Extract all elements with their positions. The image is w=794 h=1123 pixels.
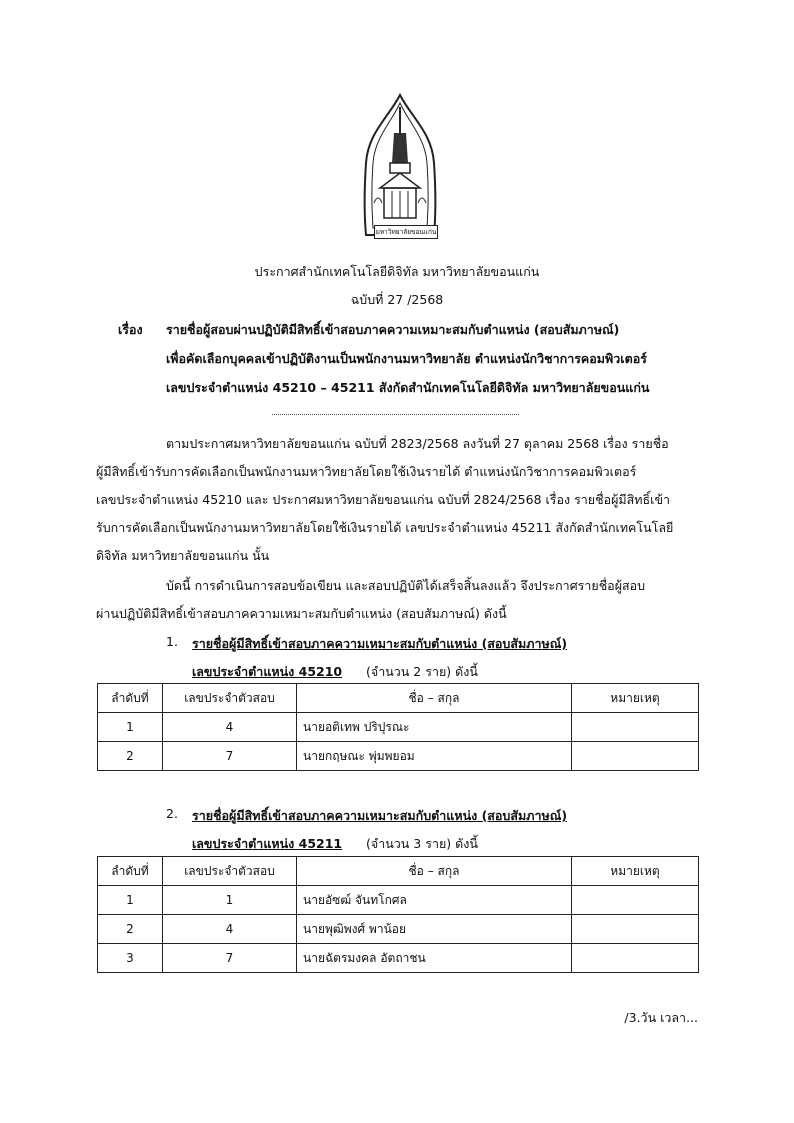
- cell-order: 3: [98, 944, 163, 973]
- cell-remark: [572, 915, 699, 944]
- subject-line-1: รายชื่อผู้สอบผ่านปฏิบัติมีสิทธิ์เข้าสอบภาคความเหมาะสมกับตำแหน่ง (สอบสัมภาษณ์): [166, 322, 620, 337]
- cell-remark: [572, 886, 699, 915]
- cell-exam-no: 4: [163, 915, 297, 944]
- table-header-row: [98, 684, 699, 713]
- cell-exam-no: 4: [163, 713, 297, 742]
- table-row: [98, 915, 699, 944]
- section-1-position: เลขประจำตำแหน่ง 45210: [192, 664, 343, 679]
- cell-remark: [572, 742, 699, 771]
- table-row: [98, 742, 699, 771]
- header-order: ลำดับที่: [98, 684, 163, 713]
- cell-remark: [572, 944, 699, 973]
- paragraph-2-line-1: บัดนี้ การดำเนินการสอบข้อเขียน และสอบปฏิบัติได้เสร็จสิ้นลงแล้ว จึงประกาศรายชื่อผู้สอบ: [166, 578, 646, 593]
- cell-name: นายอัซฒ์ จันทโกศล: [297, 886, 572, 915]
- subject-line-2: เพื่อคัดเลือกบุคคลเข้าปฏิบัติงานเป็นพนักงานมหาวิทยาลัย ตำแหน่งนักวิชาการคอมพิวเตอร์: [166, 351, 647, 366]
- table-header-row: [98, 857, 699, 886]
- section-2-number: 2.: [166, 806, 178, 821]
- subject-line-3: เลขประจำตำแหน่ง 45210 – 45211 สังกัดสำนักเทคโนโลยีดิจิทัล มหาวิทยาลัยขอนแก่น: [166, 380, 650, 395]
- continuation-note: /3.วัน เวลา...: [624, 1010, 698, 1025]
- cell-exam-no: 7: [163, 742, 297, 771]
- section-1-title: รายชื่อผู้มีสิทธิ์เข้าสอบภาคความเหมาะสมกับตำแหน่ง (สอบสัมภาษณ์): [192, 636, 568, 651]
- separator-line: [272, 414, 519, 415]
- subject-label: เรื่อง: [118, 322, 143, 337]
- paragraph-1-line-3: เลขประจำตำแหน่ง 45210 และ ประกาศมหาวิทยาลัยขอนแก่น ฉบับที่ 2824/2568 เรื่อง รายชื่อผู้มีสิทธิ์เข้า: [96, 492, 671, 507]
- cell-order: 2: [98, 742, 163, 771]
- header-order: ลำดับที่: [98, 857, 163, 886]
- table-row: [98, 886, 699, 915]
- header-remark: หมายเหตุ: [572, 684, 699, 713]
- cell-order: 2: [98, 915, 163, 944]
- section-1-number: 1.: [166, 634, 178, 649]
- logo-caption: มหาวิทยาลัยขอนแก่น: [374, 225, 438, 239]
- announcement-title: ประกาศสำนักเทคโนโลยีดิจิทัล มหาวิทยาลัยขอนแก่น: [254, 264, 540, 279]
- cell-name: นายอติเทพ ปริปุรณะ: [297, 713, 572, 742]
- paragraph-1-line-4: รับการคัดเลือกเป็นพนักงานมหาวิทยาลัยโดยใช้เงินรายได้ เลขประจำตำแหน่ง 45211 สังกัดสำนักเทคโนโลยี: [96, 520, 674, 535]
- cell-remark: [572, 713, 699, 742]
- issue-number: ฉบับที่ 27 /2568: [350, 292, 444, 307]
- header-name: ชื่อ – สกุล: [297, 857, 572, 886]
- cell-exam-no: 7: [163, 944, 297, 973]
- header-exam-no: เลขประจำตัวสอบ: [163, 684, 297, 713]
- cell-name: นายพุฒิพงศ์ พาน้อย: [297, 915, 572, 944]
- paragraph-1-line-5: ดิจิทัล มหาวิทยาลัยขอนแก่น นั้น: [96, 548, 270, 563]
- paragraph-1-line-2: ผู้มีสิทธิ์เข้ารับการคัดเลือกเป็นพนักงานมหาวิทยาลัยโดยใช้เงินรายได้ ตำแหน่งนักวิชาการคอมพิวเตอร์: [96, 464, 637, 479]
- section-2-table: [97, 856, 699, 973]
- table-row: [98, 713, 699, 742]
- table-row: [98, 944, 699, 973]
- section-1-count: (จำนวน 2 ราย) ดังนี้: [366, 664, 478, 679]
- section-1-table: [97, 683, 699, 771]
- section-2-position: เลขประจำตำแหน่ง 45211: [192, 836, 343, 851]
- header-name: ชื่อ – สกุล: [297, 684, 572, 713]
- university-logo: [360, 93, 440, 243]
- header-exam-no: เลขประจำตัวสอบ: [163, 857, 297, 886]
- cell-order: 1: [98, 713, 163, 742]
- section-2-count: (จำนวน 3 ราย) ดังนี้: [366, 836, 478, 851]
- cell-name: นายกฤษณะ พุ่มพยอม: [297, 742, 572, 771]
- paragraph-2-line-2: ผ่านปฏิบัติมีสิทธิ์เข้าสอบภาคความเหมาะสมกับตำแหน่ง (สอบสัมภาษณ์) ดังนี้: [96, 606, 507, 621]
- cell-exam-no: 1: [163, 886, 297, 915]
- paragraph-1-line-1: ตามประกาศมหาวิทยาลัยขอนแก่น ฉบับที่ 2823/2568 ลงวันที่ 27 ตุลาคม 2568 เรื่อง รายชื่อ: [166, 436, 669, 451]
- section-2-title: รายชื่อผู้มีสิทธิ์เข้าสอบภาคความเหมาะสมกับตำแหน่ง (สอบสัมภาษณ์): [192, 808, 568, 823]
- cell-order: 1: [98, 886, 163, 915]
- header-remark: หมายเหตุ: [572, 857, 699, 886]
- cell-name: นายฉัตรมงคล อัตถาชน: [297, 944, 572, 973]
